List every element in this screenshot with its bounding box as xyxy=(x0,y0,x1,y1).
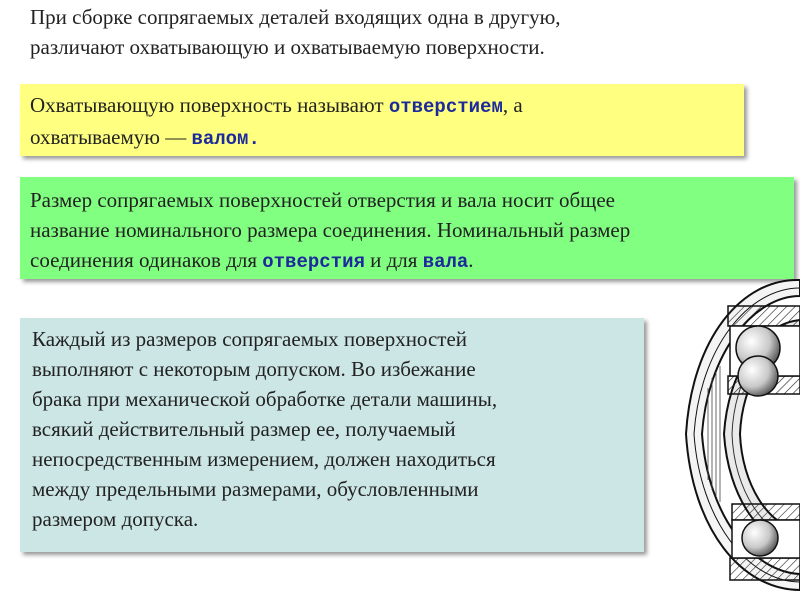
intro-line-2: различают охватывающую и охватываемую поверхности. xyxy=(30,35,545,59)
green-line-1: Размер сопрягаемых поверхностей отверстия и вала носит общее xyxy=(30,188,615,212)
teal-line: выполняют с некоторым допуском. Во избежание xyxy=(32,357,476,381)
ball-bearing-icon xyxy=(672,268,800,600)
yellow-line-2 xyxy=(30,122,734,154)
yellow-line-1 xyxy=(30,90,734,122)
teal-line: размером допуска. xyxy=(32,507,199,531)
keyword-hole: отверстием xyxy=(388,96,503,118)
yellow-text-2: , а xyxy=(502,93,523,117)
hole-shaft-definition-box xyxy=(20,84,744,156)
teal-line: Каждый из размеров сопрягаемых поверхностей xyxy=(32,327,468,351)
teal-line: непосредственным измерением, должен находиться xyxy=(32,447,496,471)
keyword-shaft: валом. xyxy=(191,128,260,150)
yellow-text-3: охватываемую — xyxy=(30,125,192,149)
teal-line: между предельными размерами, обусловленными xyxy=(32,477,479,501)
teal-line: всякий действительный размер ее, получаемый xyxy=(32,417,456,441)
yellow-text-1: Охватывающую поверхность называют xyxy=(30,93,389,117)
green-line-2: название номинального размера соединения. Номинальный размер xyxy=(30,218,631,242)
intro-line-1: При сборке сопрягаемых деталей входящих одна в другую, xyxy=(30,5,561,29)
tolerance-box xyxy=(20,318,644,552)
nominal-size-box xyxy=(20,177,794,279)
green-text-3: соединения одинаков для xyxy=(30,248,263,272)
keyword-hole-2: отверстия xyxy=(262,251,365,273)
green-text-5: . xyxy=(468,248,474,272)
teal-line: брака при механической обработке детали машины, xyxy=(32,387,498,411)
keyword-shaft-2: вала xyxy=(422,251,469,273)
intro-text xyxy=(30,2,770,62)
green-line-3 xyxy=(30,245,784,277)
green-text-4: и для xyxy=(364,248,423,272)
